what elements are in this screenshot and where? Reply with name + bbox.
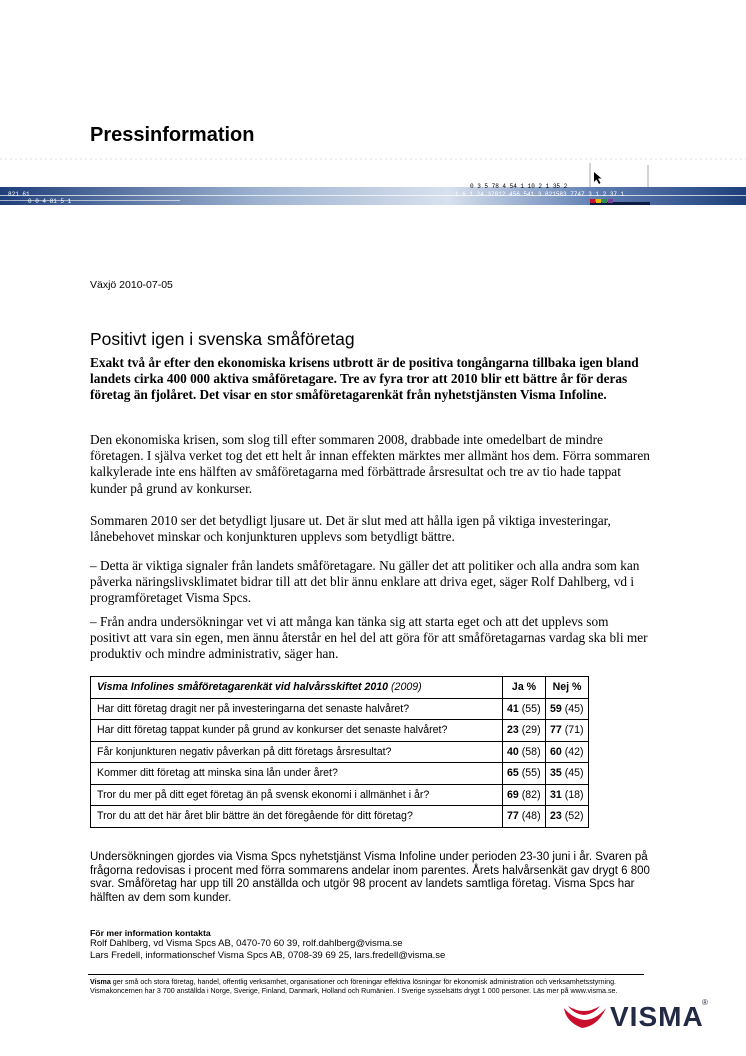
question-cell: Får konjunkturen negativ påverkan på ditt företags årsresultat? [91,741,503,763]
contact-line: Rolf Dahlberg, vd Visma Spcs AB, 0470-70 60 39, rolf.dahlberg@visma.se [90,938,403,949]
question-cell: Har ditt företag tappat kunder på grund av konkurser det senaste halvåret? [91,720,503,742]
no-cell: 59 (45) [546,698,589,720]
quote-paragraph: – Från andra undersökningar vet vi att många kan tänka sig att starta eget och att det upplevs som positivt att vara sin egen, men ännu återstår en hel del att göra för att småföretagarnas vardag ska bli mer produktiv och mindre administrativ, säger han. [90,614,648,662]
banner-digits-top: 0 3 5 78 4 54 1 10 2 1 35 2 [470,183,568,190]
table-row [91,698,589,720]
header-banner [0,155,746,215]
table-row [91,720,589,742]
contact-heading: För mer information kontakta [90,928,211,938]
contact-line: Lars Fredell, informationschef Visma Spcs AB, 0708-39 69 25, lars.fredell@visma.se [90,950,446,961]
question-cell: Tror du mer på ditt eget företag än på svensk ekonomi i allmänhet i år? [91,784,503,806]
visma-swoosh-icon [562,1000,608,1034]
yes-cell: 41 (55) [503,698,546,720]
table-title: Visma Infolines småföretagarenkät vid halvårsskiftet 2010 [97,681,389,694]
no-cell: 35 (45) [546,763,589,785]
survey-method-paragraph: Undersökningen gjordes via Visma Spcs nyhetstjänst Visma Infoline under perioden 23-30 juni i år. Svaren på frågorna redovisas i procent med förra sommarens andelar inom parentes. Årets halvårsenkät gav drygt 6 800 svar. Småföretag har upp till 20 anställda och utgör 98 procent av landets samtliga företag. Visma Spcs har hälften av dem som kunder. [90,851,650,904]
question-cell: Tror du att det här året blir bättre än det föregående för ditt företag? [91,806,503,828]
footer-text: Visma ger små och stora företag, handel, offentlig verksamhet, organisationer och föreningar effektiva lösningar för ekonomisk administration och verksamhetsstyrning. Vismakoncernen har 3 700 anställda i Norge, Sverige, Finland, Danmark, Holland och Rumänien. I Sverige sysselsätts drygt 1 000 personer. Läs mer på www.visma.se. [90,978,618,995]
no-cell: 77 (71) [546,720,589,742]
footer-brand: Visma [90,978,111,986]
yes-cell: 69 (82) [503,784,546,806]
survey-table [90,676,589,828]
logo-wordmark: VISMA [610,1001,704,1032]
yes-cell: 23 (29) [503,720,546,742]
question-cell: Har ditt företag dragit ner på investeringarna det senaste halvåret? [91,698,503,720]
yes-cell: 77 (48) [503,806,546,828]
no-cell: 31 (18) [546,784,589,806]
table-title-year: (2009) [391,681,422,694]
body-paragraph: Den ekonomiska krisen, som slog till efter sommaren 2008, drabbade inte omedelbart de mindre företagen. I själva verket tog det ett helt år innan effekten märktes mer allmänt hos dem. Förra sommaren kalkylerade inte ens hälften av småföretagarna med förbättrade årsresultat och tre av tio hade tappat kunder på grund av konkurser. [90,432,650,496]
lead-paragraph: Exakt två år efter den ekonomiska krisens utbrott är de positiva tongångarna tillbaka igen bland landets cirka 400 000 aktiva småföretagare. Tre av fyra tror att 2010 blir ett bättre år för deras företag än fjolåret. Det visar en stor småföretagarenkät från nyhetstjänsten Visma Infoline. [90,355,639,402]
column-header-yes: Ja % [503,677,546,699]
banner-digits-left: 821 61 [8,191,30,198]
table-row [91,763,589,785]
footer-divider [88,974,644,975]
table-header-row [91,677,589,699]
table-row [91,806,589,828]
no-cell: 23 (52) [546,806,589,828]
quote-paragraph: – Detta är viktiga signaler från landets småföretagare. Nu gäller det att politiker och alla andra som kan påverka näringslivsklimatet bidrar till att det blir ännu enklare att driva eget, säger Rolf Dahlberg, vd i programföretaget Visma Spcs. [90,558,640,606]
question-cell: Kommer ditt företag att minska sina lån under året? [91,763,503,785]
registered-mark: ® [702,998,708,1007]
banner-digits-left2: 0 0 4 81 5 1 [28,198,72,205]
article-headline: Positivt igen i svenska småföretag [90,329,355,349]
table-row [91,741,589,763]
page-title: Pressinformation [90,124,255,146]
yes-cell: 65 (55) [503,763,546,785]
table-row [91,784,589,806]
body-paragraph: Sommaren 2010 ser det betydligt ljusare ut. Det är slut med att hålla igen på viktiga investeringar, lånebehovet minskar och konjunkturen upplevs som betydligt bättre. [90,513,611,545]
column-header-no: Nej % [546,677,589,699]
visma-logo [560,998,710,1036]
dateline: Växjö 2010-07-05 [90,279,173,291]
yes-cell: 40 (58) [503,741,546,763]
banner-digits-mid: 1 6 1 24 37812 456 541 3 821583 7747 3 1 2 37 1 [455,191,625,198]
no-cell: 60 (42) [546,741,589,763]
